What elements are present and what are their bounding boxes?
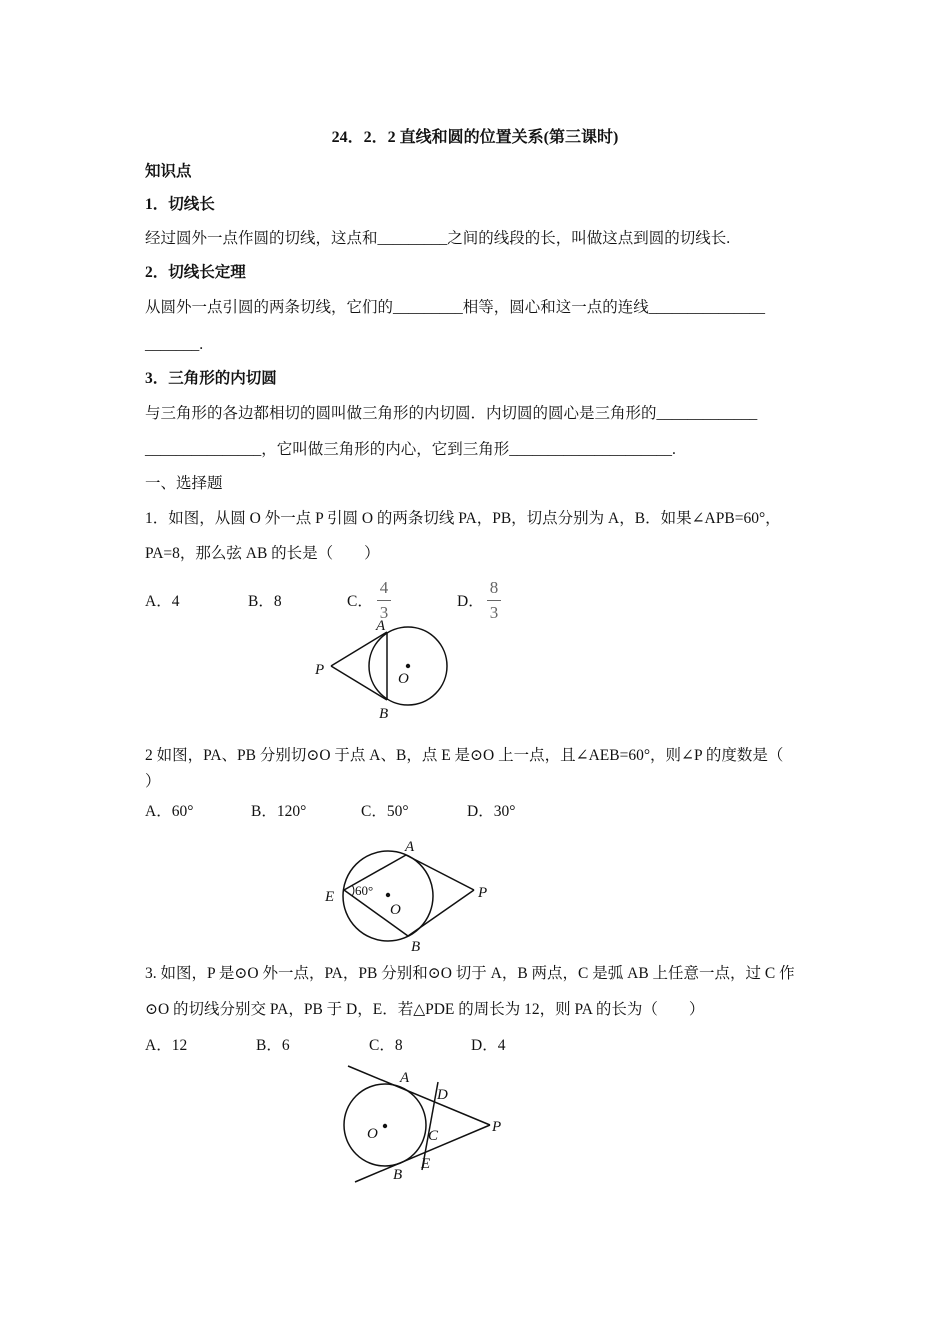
q3-center-dot <box>383 1124 387 1128</box>
q3-option-d: D．4 <box>471 1037 506 1054</box>
q2-label-p: P <box>478 885 488 901</box>
q1-option-d-label: D． <box>457 593 484 610</box>
k3-text-line1: 与三角形的各边都相切的圆叫做三角形的内切圆．内切圆的圆心是三角形的_____________ <box>145 405 758 422</box>
q1-option-c-label: C． <box>347 593 373 610</box>
q1-option-d-denominator: 3 <box>489 603 499 622</box>
q2-label-b: B <box>411 939 421 955</box>
q1-text-line1: 1．如图，从圆 O 外一点 P 引圆 O 的两条切线 PA，PB，切点分别为 A，B．如果∠APB=60°， <box>145 510 781 527</box>
q3-option-c: C．8 <box>369 1037 403 1054</box>
q1-label-a: A <box>376 618 386 634</box>
k3-text-line2: _______________，它叫做三角形的内心，它到三角形_____________________. <box>145 441 676 458</box>
q3-label-e: E <box>421 1156 431 1172</box>
q1-option-c-numerator: 4 <box>379 578 389 597</box>
k1-heading: 1．切线长 <box>145 196 215 213</box>
q1-option-b: B．8 <box>248 593 282 610</box>
q3-label-c: C <box>428 1128 439 1144</box>
q1-text-line2: PA=8，那么弦 AB 的长是（ ） <box>145 545 380 562</box>
q3-text-line2: ⊙O 的切线分别交 PA，PB 于 D，E．若△PDE 的周长为 12，则 PA 的长为（ ） <box>145 1001 705 1018</box>
q3-option-b: B．6 <box>256 1037 290 1054</box>
q3-option-a: A．12 <box>145 1037 188 1054</box>
k2-heading: 2．切线长定理 <box>145 264 246 281</box>
q2-option-b: B．120° <box>251 803 307 820</box>
section-heading: 一、选择题 <box>145 475 223 492</box>
q3-tangent-pa <box>348 1066 490 1125</box>
q2-angle-label: 60° <box>355 883 374 898</box>
q3-label-a: A <box>400 1070 410 1086</box>
q2-label-e: E <box>325 889 335 905</box>
q3-label-o: O <box>367 1126 378 1142</box>
q2-option-d: D．30° <box>467 803 516 820</box>
k2-text-line2: _______. <box>145 336 204 353</box>
page-title: 24．2．2 直线和圆的位置关系(第三课时) <box>331 129 619 146</box>
q1-option-c-denominator: 3 <box>379 603 389 622</box>
k1-text: 经过圆外一点作圆的切线，这点和_________之间的线段的长，叫做这点到圆的切线长. <box>145 230 731 247</box>
knowledge-heading: 知识点 <box>145 163 192 180</box>
q3-label-p: P <box>492 1119 502 1135</box>
q2-label-a: A <box>405 839 415 855</box>
q1-label-p: P <box>315 662 325 678</box>
q2-label-o: O <box>390 902 401 918</box>
q1-option-a: A．4 <box>145 593 180 610</box>
q2-text-line2: ） <box>145 773 161 790</box>
q2-option-a: A．60° <box>145 803 194 820</box>
q3-label-d: D <box>437 1087 448 1103</box>
q1-label-o: O <box>398 671 409 687</box>
q1-label-b: B <box>379 706 389 722</box>
q3-text-line1: 3. 如图，P 是⊙O 外一点，PA，PB 分别和⊙O 切于 A，B 两点，C 是弧 AB 上任意一点，过 C 作 <box>145 965 795 982</box>
q3-label-b: B <box>393 1167 403 1183</box>
q2-text-line1: 2 如图，PA、PB 分别切⊙O 于点 A、B，点 E 是⊙O 上一点，且∠AEB=60°，则∠P 的度数是（ <box>145 747 784 764</box>
q1-option-d-numerator: 8 <box>489 578 499 597</box>
k3-heading: 3．三角形的内切圆 <box>145 370 277 387</box>
k2-text-line1: 从圆外一点引圆的两条切线，它们的_________相等，圆心和这一点的连线_______________ <box>145 299 766 316</box>
q2-option-c: C．50° <box>361 803 409 820</box>
